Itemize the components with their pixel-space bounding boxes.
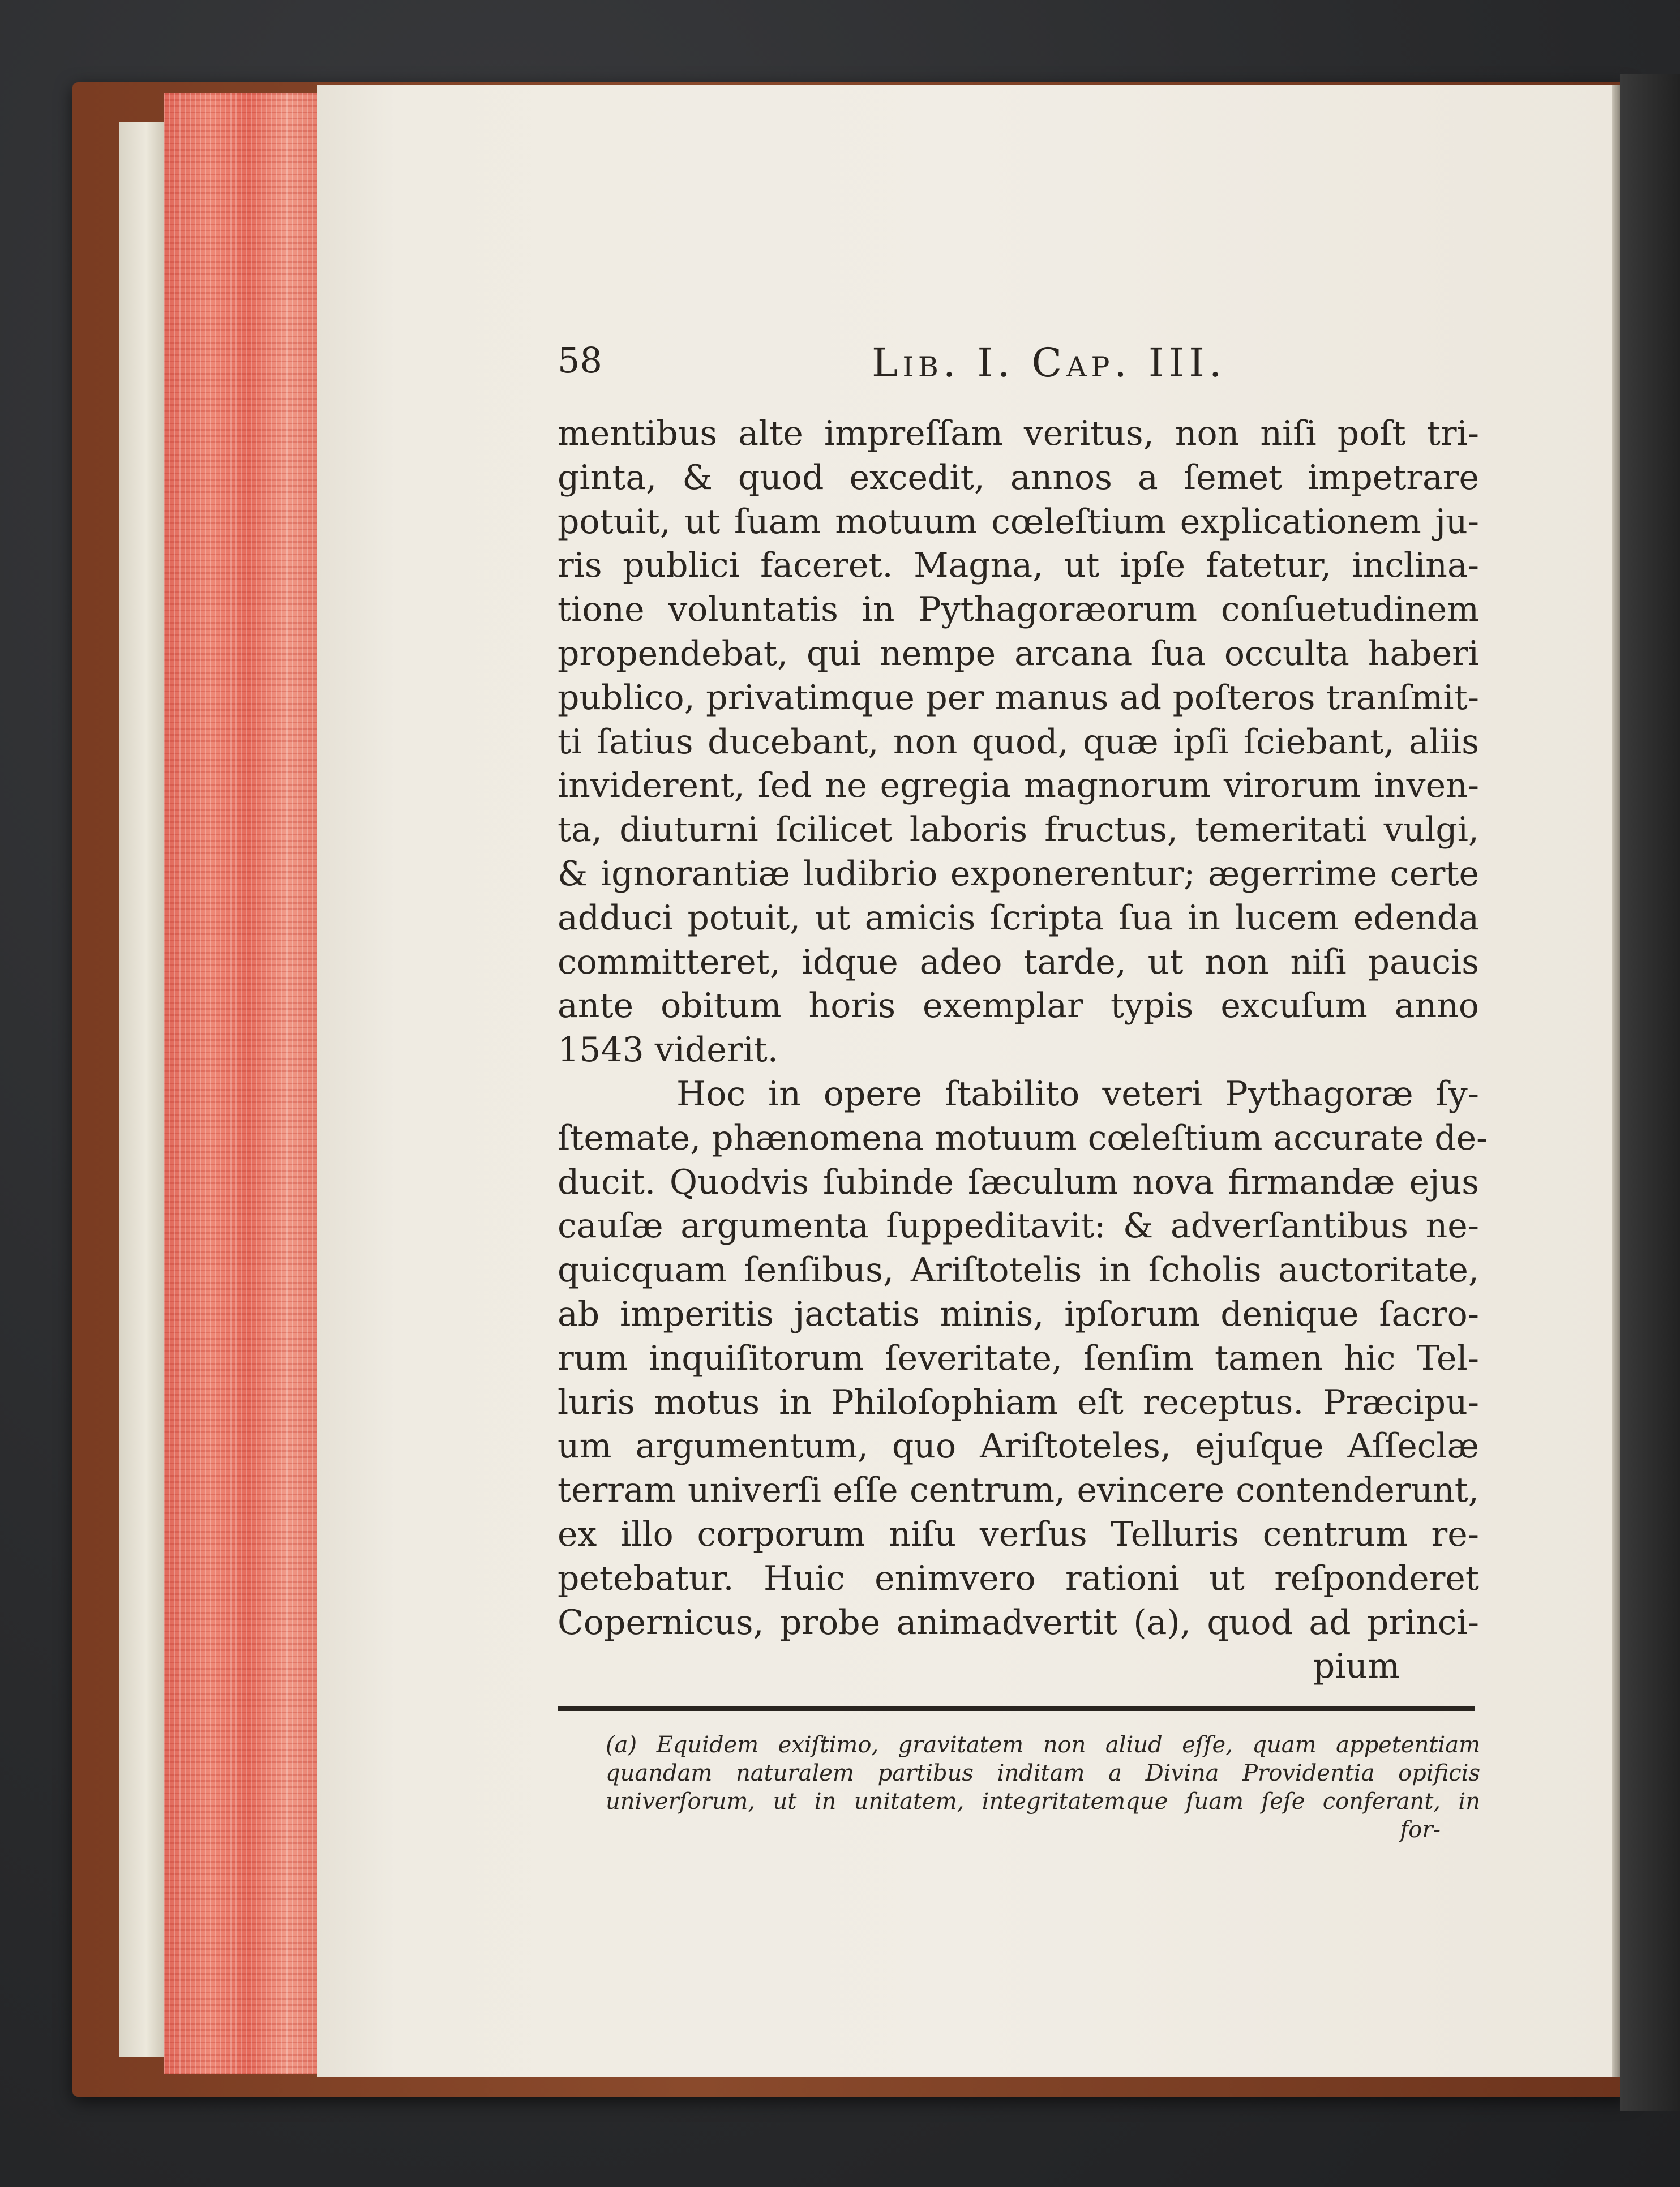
body-line: potuit, ut ſuam motuum cœleſtium explicationem ju- (558, 501, 1479, 542)
body-line: ta, diuturni ſcilicet laboris fructus, temeritati vulgi, (558, 810, 1479, 850)
page-edges (164, 93, 317, 2074)
catchword: pium (1313, 1646, 1400, 1687)
body-line: cauſæ argumenta ſuppeditavit: & adverſantibus ne- (558, 1206, 1479, 1246)
body-line: ex illo corporum niſu verſus Telluris centrum re- (558, 1514, 1479, 1554)
body-line: tione voluntatis in Pythagoræorum conſuetudinem (558, 590, 1479, 630)
body-line: ab imperitis jactatis minis, ipſorum denique ſacro- (558, 1294, 1479, 1334)
body-line: ducit. Quodvis ſubinde ſæculum nova firmandæ ejus (558, 1162, 1479, 1202)
body-line: Copernicus, probe animadvertit (a), quod ad princi- (558, 1602, 1479, 1643)
body-line: terram univerſi eſſe centrum, evincere contenderunt, (558, 1470, 1479, 1511)
body-line: propendebat, qui nempe arcana ſua occulta haberi (558, 633, 1479, 674)
footnote-catchword: for- (1400, 1817, 1441, 1843)
body-text (558, 412, 1488, 1689)
body-line: ante obitum horis exemplar typis excuſum anno (558, 986, 1479, 1026)
page-header (558, 340, 1479, 391)
footnote-line: (a) Equidem exiſtimo, gravitatem non aliud eſſe, quam appetentiam (606, 1732, 1480, 1758)
body-line: petebatur. Huic enimvero rationi ut reſponderet (558, 1558, 1479, 1598)
body-line: inviderent, ſed ne egregia magnorum virorum inven- (558, 766, 1479, 806)
body-line: quicquam ſenſibus, Ariſtotelis in ſcholis auctoritate, (558, 1250, 1479, 1290)
page-number: 58 (558, 340, 602, 381)
body-line: ſtemate, phænomena motuum cœleſtium accurate de- (558, 1118, 1488, 1158)
body-line: luris motus in Philoſophiam eſt receptus. Præcipu- (558, 1382, 1479, 1422)
body-line: publico, privatimque per manus ad poſteros tranſmit- (558, 677, 1479, 718)
body-line: um argumentum, quo Ariſtoteles, ejuſque Aſſeclæ (558, 1426, 1479, 1466)
body-line: ti ſatius ducebant, non quod, quæ ipſi ſciebant, aliis (558, 722, 1479, 762)
body-line: committeret, idque adeo tarde, ut non niſi paucis (558, 942, 1479, 982)
body-line: adduci potuit, ut amicis ſcripta ſua in lucem edenda (558, 898, 1479, 938)
body-line: mentibus alte impreſſam veritus, non niſi poſt tri- (558, 414, 1479, 453)
footnote-line: quandam naturalem partibus inditam a Divina Providentia opificis (606, 1760, 1480, 1786)
endpaper-strip (119, 122, 164, 2057)
footnote (606, 1731, 1480, 1844)
footnote-line: univerſorum, ut in unitatem, integritatemque ſuam ſeſe conferant, in (606, 1789, 1480, 1815)
body-line: ris publici faceret. Magna, ut ipſe fatetur, inclina- (558, 546, 1479, 586)
body-line: & ignorantiæ ludibrio exponerentur; ægerrime certe (558, 854, 1479, 894)
body-line: Hoc in opere ſtabilito veteri Pythagoræ ſy- (676, 1074, 1479, 1114)
body-line: ginta, & quod excedit, annos a ſemet impetrare (558, 457, 1479, 498)
body-line: rum inquiſitorum ſeveritate, ſenſim tamen hic Tel- (558, 1338, 1479, 1378)
page-gutter (1612, 85, 1620, 2077)
footnote-rule (558, 1706, 1475, 1711)
body-line: 1543 viderit. (558, 1030, 778, 1070)
running-head: Lib. I. Cap. III. (872, 340, 1227, 386)
facing-page-edge (1620, 74, 1680, 2111)
